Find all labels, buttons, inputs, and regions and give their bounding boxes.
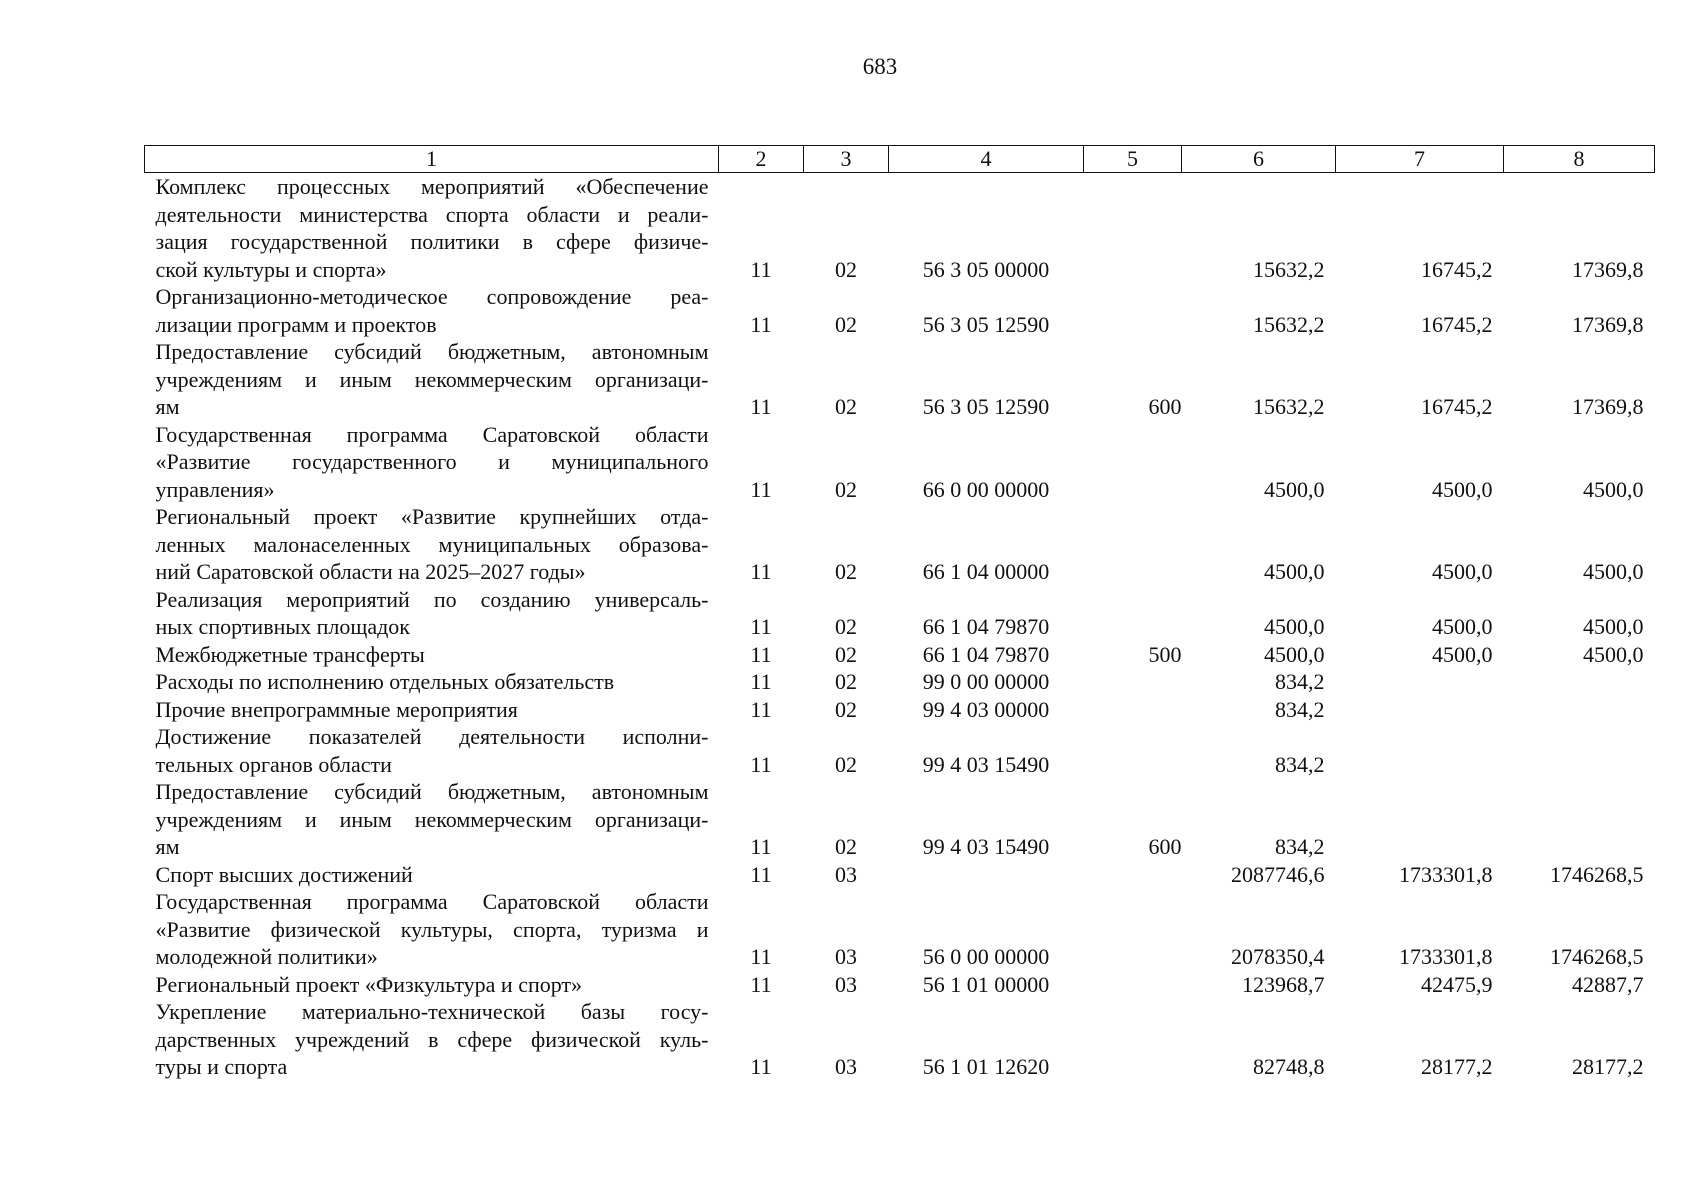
target-article-code: 66 0 00 00000 [922, 476, 1050, 502]
target-article-code: 99 0 00 00000 [922, 669, 1050, 694]
table-row [145, 861, 1655, 889]
section-code: 11 [750, 1054, 772, 1079]
expense-type-code [1084, 998, 1182, 1081]
amount-col-7: 42475,9 [1421, 971, 1493, 997]
target-article-code: 66 1 04 79870 [922, 641, 1050, 667]
amount-col-7: 16745,2 [1421, 311, 1493, 337]
section-code: 11 [750, 476, 772, 502]
table-row [145, 971, 1655, 999]
section-code: 11 [750, 696, 772, 722]
target-article-code: 99 4 03 15490 [922, 834, 1050, 859]
subsection-code: 02 [835, 669, 857, 694]
subsection-code: 03 [835, 861, 857, 887]
row-name-line: Региональный проект «Физкультура и спорт» [155, 971, 583, 997]
section-code: 11 [750, 394, 772, 419]
subsection-code: 02 [835, 696, 857, 722]
subsection-code: 02 [835, 559, 857, 584]
table-row [145, 173, 1655, 284]
row-name-line: «Развитие государственного и муниципального [155, 449, 709, 474]
row-name-line: Расходы по исполнению отдельных обязательств [155, 669, 615, 694]
amount-col-7 [1336, 668, 1504, 696]
amount-col-8: 17369,8 [1572, 394, 1644, 419]
row-name-line: учреждениям и иным некоммерческим организаци- [155, 806, 709, 832]
row-name-line: деятельности министерства спорта области и реали- [155, 201, 709, 227]
amount-col-7: 16745,2 [1421, 256, 1493, 282]
table-row [145, 503, 1655, 586]
expense-type-code: 500 [1148, 641, 1182, 667]
row-name-line: Спорт высших достижений [155, 861, 413, 887]
header-col-5: 5 [1084, 146, 1182, 173]
amount-col-8: 28177,2 [1572, 1054, 1644, 1079]
table-row [145, 338, 1655, 421]
header-col-7: 7 [1336, 146, 1504, 173]
section-code: 11 [750, 861, 772, 887]
row-name [145, 283, 719, 338]
amount-col-8: 1746268,5 [1550, 944, 1644, 969]
amount-col-8 [1504, 668, 1655, 696]
amount-col-7: 4500,0 [1432, 476, 1493, 502]
amount-col-7: 1733301,8 [1399, 861, 1493, 887]
table-row [145, 888, 1655, 971]
section-code: 11 [750, 256, 772, 282]
row-name-line: Предоставление субсидий бюджетным, автономным [155, 779, 709, 804]
target-article-code: 56 1 01 12620 [922, 1054, 1050, 1079]
expense-type-code: 600 [1148, 834, 1182, 859]
row-name-line: «Развитие физической культуры, спорта, туризма и [155, 916, 709, 942]
target-article-code: 56 3 05 00000 [922, 256, 1050, 282]
amount-col-8: 4500,0 [1583, 614, 1644, 639]
amount-col-8 [1504, 778, 1655, 861]
subsection-code: 03 [835, 944, 857, 969]
expense-type-code [1084, 861, 1182, 889]
row-name [145, 338, 719, 421]
row-name [145, 421, 719, 504]
row-name [145, 696, 719, 724]
expense-type-code [1084, 586, 1182, 641]
row-name [145, 586, 719, 641]
target-article-code: 99 4 03 00000 [922, 696, 1050, 722]
row-name-line: Достижение показателей деятельности исполни- [155, 724, 709, 749]
row-name-line: молодежной политики» [155, 944, 378, 969]
table-row [145, 641, 1655, 669]
amount-col-6: 15632,2 [1253, 311, 1325, 337]
page-number: 683 [862, 54, 898, 79]
row-name-line: Межбюджетные трансферты [155, 641, 425, 667]
budget-table [144, 145, 1655, 1081]
subsection-code: 02 [835, 751, 857, 777]
expense-type-code [1084, 971, 1182, 999]
header-col-2: 2 [719, 146, 804, 173]
row-name-line: ных спортивных площадок [155, 614, 410, 639]
amount-col-7 [1336, 778, 1504, 861]
section-code: 11 [750, 559, 772, 584]
amount-col-6: 123968,7 [1242, 971, 1325, 997]
target-article-code: 99 4 03 15490 [922, 751, 1050, 777]
row-name-line: ленных малонаселенных муниципальных образова- [155, 531, 709, 557]
header-col-4: 4 [889, 146, 1084, 173]
row-name-line: Организационно-методическое сопровождение реа- [155, 284, 709, 309]
row-name [145, 861, 719, 889]
row-name-line: Укрепление материально-технической базы госу- [155, 999, 709, 1024]
amount-col-8: 17369,8 [1572, 311, 1644, 337]
row-name-line: Комплекс процессных мероприятий «Обеспечение [155, 174, 709, 199]
row-name-line: тельных органов области [155, 751, 392, 777]
table-row [145, 421, 1655, 504]
subsection-code: 02 [835, 311, 857, 337]
amount-col-7 [1336, 696, 1504, 724]
section-code: 11 [750, 669, 772, 694]
table-row [145, 778, 1655, 861]
target-article-code: 56 3 05 12590 [922, 311, 1050, 337]
row-name-line: Предоставление субсидий бюджетным, автономным [155, 339, 709, 364]
amount-col-7: 4500,0 [1432, 614, 1493, 639]
row-name [145, 998, 719, 1081]
amount-col-8: 4500,0 [1583, 641, 1644, 667]
table-header [145, 146, 1655, 173]
section-code: 11 [750, 311, 772, 337]
row-name-line: ний Саратовской области на 2025–2027 годы» [155, 559, 586, 584]
row-name [145, 173, 719, 284]
row-name-line: ям [155, 394, 180, 419]
amount-col-8: 42887,7 [1572, 971, 1644, 997]
header-col-6: 6 [1182, 146, 1336, 173]
row-name-line: управления» [155, 476, 275, 502]
subsection-code: 02 [835, 834, 857, 859]
section-code: 11 [750, 751, 772, 777]
amount-col-6: 4500,0 [1264, 476, 1325, 502]
header-row [145, 146, 1655, 173]
amount-col-6: 2087746,6 [1231, 861, 1325, 887]
row-name [145, 778, 719, 861]
subsection-code: 02 [835, 641, 857, 667]
expense-type-code [1084, 283, 1182, 338]
subsection-code: 03 [835, 971, 857, 997]
section-code: 11 [750, 834, 772, 859]
amount-col-6: 15632,2 [1253, 256, 1325, 282]
expense-type-code [1084, 421, 1182, 504]
header-col-3: 3 [804, 146, 889, 173]
row-name [145, 888, 719, 971]
expense-type-code [1084, 696, 1182, 724]
amount-col-6: 834,2 [1275, 669, 1325, 694]
amount-col-6: 4500,0 [1264, 614, 1325, 639]
amount-col-7: 28177,2 [1421, 1054, 1493, 1079]
amount-col-7: 4500,0 [1432, 559, 1493, 584]
expense-type-code [1084, 173, 1182, 284]
expense-type-code [1084, 723, 1182, 778]
row-name-line: Государственная программа Саратовской области [155, 421, 709, 447]
table-row [145, 723, 1655, 778]
row-name-line: ской культуры и спорта» [155, 256, 387, 282]
amount-col-7 [1336, 723, 1504, 778]
subsection-code: 02 [835, 394, 857, 419]
section-code: 11 [750, 614, 772, 639]
subsection-code: 02 [835, 256, 857, 282]
section-code: 11 [750, 944, 772, 969]
row-name-line: Реализация мероприятий по созданию универсаль- [155, 586, 709, 612]
amount-col-8: 4500,0 [1583, 559, 1644, 584]
expense-type-code: 600 [1148, 394, 1182, 419]
table-row [145, 283, 1655, 338]
target-article-code [889, 861, 1084, 889]
row-name-line: лизации программ и проектов [155, 311, 437, 337]
expense-type-code [1084, 668, 1182, 696]
target-article-code: 66 1 04 79870 [922, 614, 1050, 639]
expense-type-code [1084, 503, 1182, 586]
amount-col-8 [1504, 723, 1655, 778]
amount-col-8: 4500,0 [1583, 476, 1644, 502]
row-name-line: Государственная программа Саратовской области [155, 889, 709, 914]
section-code: 11 [750, 971, 772, 997]
subsection-code: 02 [835, 476, 857, 502]
row-name-line: Прочие внепрограммные мероприятия [155, 696, 518, 722]
header-col-1: 1 [145, 146, 719, 173]
table-row [145, 586, 1655, 641]
amount-col-6: 834,2 [1275, 696, 1325, 722]
row-name-line: учреждениям и иным некоммерческим организаци- [155, 366, 709, 392]
row-name [145, 723, 719, 778]
amount-col-7: 4500,0 [1432, 641, 1493, 667]
amount-col-6: 2078350,4 [1231, 944, 1325, 969]
amount-col-8: 1746268,5 [1550, 861, 1644, 887]
row-name-line: зация государственной политики в сфере физиче- [155, 229, 709, 254]
amount-col-8: 17369,8 [1572, 256, 1644, 282]
table-body [145, 173, 1655, 1081]
amount-col-7: 1733301,8 [1399, 944, 1493, 969]
target-article-code: 56 3 05 12590 [922, 394, 1050, 419]
row-name-line: Региональный проект «Развитие крупнейших отда- [155, 504, 709, 529]
section-code: 11 [750, 641, 772, 667]
amount-col-6: 15632,2 [1253, 394, 1325, 419]
table-row [145, 668, 1655, 696]
amount-col-6: 4500,0 [1264, 559, 1325, 584]
expense-type-code [1084, 888, 1182, 971]
table-row [145, 998, 1655, 1081]
header-col-8: 8 [1504, 146, 1655, 173]
amount-col-6: 834,2 [1275, 834, 1325, 859]
amount-col-8 [1504, 696, 1655, 724]
target-article-code: 56 1 01 00000 [922, 971, 1050, 997]
amount-col-6: 4500,0 [1264, 641, 1325, 667]
row-name [145, 971, 719, 999]
amount-col-7: 16745,2 [1421, 394, 1493, 419]
subsection-code: 02 [835, 614, 857, 639]
row-name [145, 503, 719, 586]
subsection-code: 03 [835, 1054, 857, 1079]
row-name [145, 641, 719, 669]
table-row [145, 696, 1655, 724]
amount-col-6: 834,2 [1275, 751, 1325, 777]
target-article-code: 66 1 04 00000 [922, 559, 1050, 584]
amount-col-6: 82748,8 [1253, 1054, 1325, 1079]
row-name-line: ям [155, 834, 180, 859]
row-name-line: туры и спорта [155, 1054, 288, 1079]
row-name [145, 668, 719, 696]
row-name-line: дарственных учреждений в сфере физической куль- [155, 1026, 709, 1052]
target-article-code: 56 0 00 00000 [922, 944, 1050, 969]
